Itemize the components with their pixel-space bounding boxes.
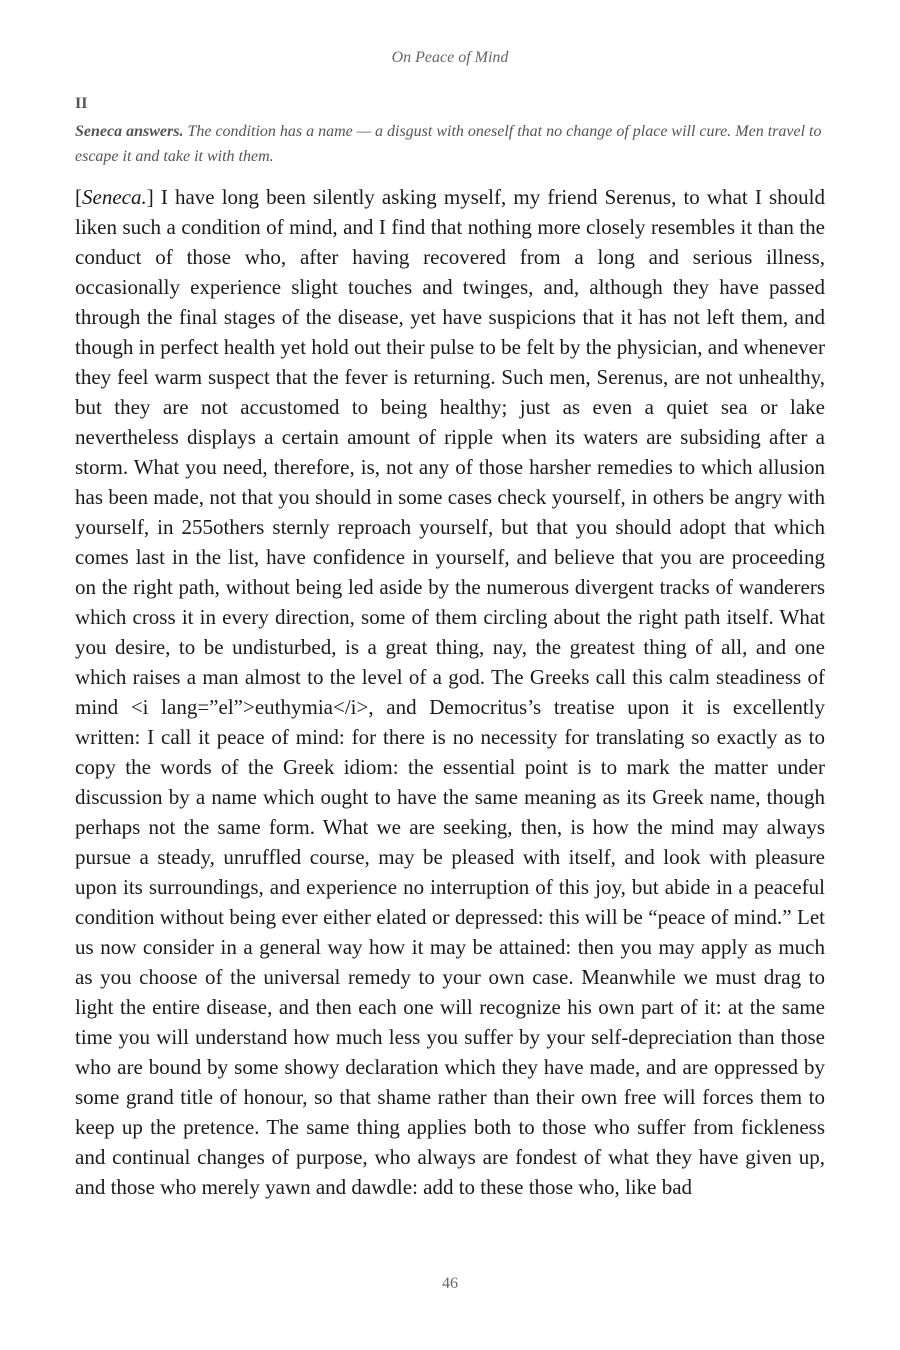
page-number: 46 xyxy=(442,1275,458,1292)
section-summary xyxy=(75,119,825,169)
summary-text: The condition has a name — a disgust with oneself that no change of place will cure. Men travel to escape it and take it with them. xyxy=(75,123,822,165)
running-title: On Peace of Mind xyxy=(391,49,509,66)
book-page xyxy=(75,0,825,1350)
section-number: II xyxy=(75,95,88,112)
speaker-name: Seneca. xyxy=(82,185,147,209)
summary-lead: Seneca answers. xyxy=(75,123,184,140)
bracket-close: ] xyxy=(146,185,154,209)
paragraph-text: I have long been silently asking myself, my friend Serenus, to what I should liken such a condition of mind, and I find that nothing more closely resembles it than the conduct of those who, after having recovered from a long and serious illness, occasionally experience slight touches and twinges, and, although they have passed through the final stages of the disease, yet have suspicions that it has not left them, and though in perfect health yet hold out their pulse to be felt by the physician, and whenever they feel warm suspect that the fever is returning. Such men, Serenus, are not unhealthy, but they are not accustomed to being healthy; just as even a quiet sea or lake nevertheless displays a certain amount of ripple when its waters are subsiding after a storm. What you need, therefore, is, not any of those harsher remedies to which allusion has been made, not that you should in some cases check yourself, in others be angry with yourself, in 255others sternly reproach yourself, but that you should adopt that which comes last in the list, have confidence in yourself, and believe that you are proceeding on the right path, without being led aside by the numerous divergent tracks of wanderers which cross it in every direction, some of them circling about the right path itself. What you desire, to be undisturbed, is a great thing, nay, the greatest thing of all, and one which raises a man almost to the level of a god. The Greeks call this calm steadiness of mind <i lang=”el”>euthymia</i>, and Democritus’s treatise upon it is excellently written: I call it peace of mind: for there is no necessity for translating so exactly as to copy the words of the Greek idiom: the essential point is to mark the matter under discussion by a name which ought to have the same meaning as its Greek name, though perhaps not the same form. What we are seeking, then, is how the mind may always pursue a steady, unruffled course, may be pleased with itself, and look with pleasure upon its surroundings, and experience no interruption of this joy, but abide in a peaceful condition without being ever either elated or depressed: this will be “peace of mind.” Let us now consider in a general way how it may be attained: then you may apply as much as you choose of the universal remedy to your own case. Meanwhile we must drag to light the entire disease, and then each one will recognize his own part of it: at the same time you will understand how much less you suffer by your self-depreciation than those who are bound by some showy declaration which they have made, and are oppressed by some grand title of honour, so that shame rather than their own free will forces them to keep up the pretence. The same thing applies both to those who suffer from fickleness and continual changes of purpose, who always are fondest of what they have given up, and those who merely yawn and dawdle: add to these those who, like bad xyxy=(75,185,825,1199)
bracket-open: [ xyxy=(75,185,82,209)
body-paragraph xyxy=(75,182,825,1202)
